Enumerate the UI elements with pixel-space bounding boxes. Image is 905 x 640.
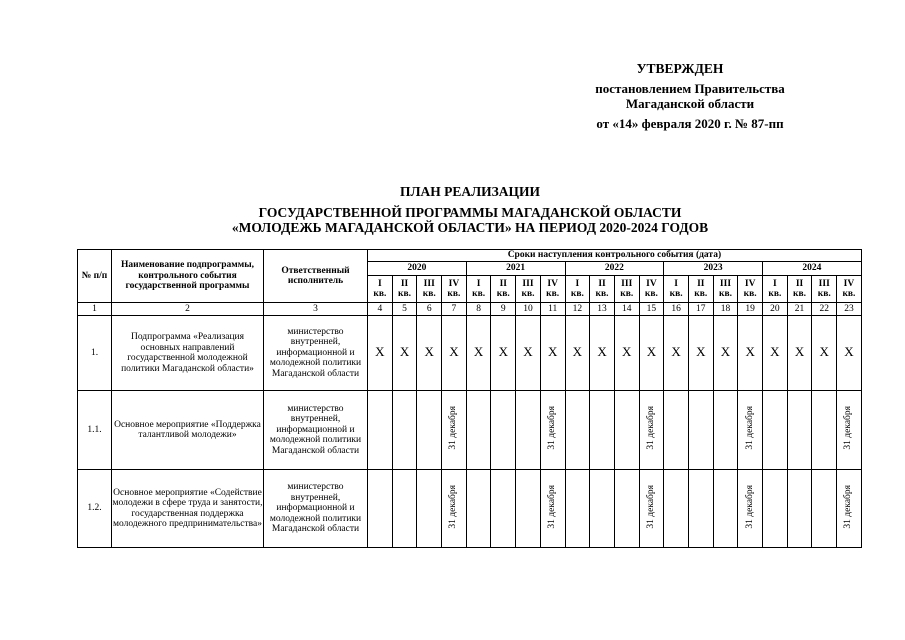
column-number: 12 — [565, 303, 590, 316]
quarter-header — [442, 276, 467, 303]
cross-mark: X — [844, 343, 854, 359]
quarter-header — [738, 276, 763, 303]
deadline-date: 31 декабря — [448, 484, 459, 529]
quarter-numeral: I — [377, 278, 382, 289]
deadline-cell — [392, 470, 417, 548]
quarter-suffix: кв. — [620, 289, 634, 299]
deadline-date: 31 декабря — [744, 484, 755, 529]
table-row — [78, 316, 862, 391]
deadline-cell — [664, 470, 689, 548]
deadline-cell — [763, 470, 788, 548]
deadline-cell — [442, 470, 467, 548]
quarter-numeral: I — [772, 278, 777, 289]
deadline-cell — [442, 316, 467, 391]
cross-mark: X — [597, 343, 607, 359]
column-number: 10 — [516, 303, 541, 316]
quarter-suffix: кв. — [842, 289, 856, 299]
year-header: 2020 — [368, 262, 467, 276]
quarter-numeral: II — [795, 278, 804, 289]
deadline-cell — [491, 470, 516, 548]
column-number: 19 — [738, 303, 763, 316]
cross-mark: X — [498, 343, 508, 359]
column-number: 13 — [590, 303, 615, 316]
year-header: 2022 — [565, 262, 664, 276]
quarter-header — [664, 276, 689, 303]
deadline-cell — [688, 391, 713, 470]
quarter-numeral: II — [400, 278, 409, 289]
column-number: 15 — [639, 303, 664, 316]
quarter-header — [837, 276, 862, 303]
column-number: 23 — [837, 303, 862, 316]
document-title-line-2: ГОСУДАРСТВЕННОЙ ПРОГРАММЫ МАГАДАНСКОЙ ОБЛАСТИ — [258, 205, 682, 220]
deadline-cell — [392, 316, 417, 391]
quarter-suffix: кв. — [793, 289, 807, 299]
quarter-header — [417, 276, 442, 303]
column-number: 11 — [540, 303, 565, 316]
table-row — [78, 470, 862, 548]
deadline-date: 31 декабря — [547, 406, 558, 451]
column-number: 16 — [664, 303, 689, 316]
quarter-numeral: IV — [843, 278, 855, 289]
column-number: 14 — [614, 303, 639, 316]
deadline-cell — [614, 391, 639, 470]
event-name: Основное мероприятие «Поддержка талантливой молодежи» — [112, 391, 264, 470]
column-number: 21 — [787, 303, 812, 316]
deadline-cell — [614, 470, 639, 548]
deadline-cell — [787, 391, 812, 470]
deadline-cell — [392, 391, 417, 470]
header-name: Наименование подпрограммы, контрольного события государственной программы — [112, 250, 264, 303]
event-name: Подпрограмма «Реализация основных направлений государственной молодежной политики Магаданской области» — [112, 316, 264, 391]
quarter-header — [590, 276, 615, 303]
deadline-cell — [565, 391, 590, 470]
column-number: 1 — [78, 303, 112, 316]
deadline-cell — [417, 316, 442, 391]
quarter-numeral: III — [818, 278, 830, 289]
approval-title: УТВЕРЖДЕН — [636, 61, 724, 76]
quarter-suffix: кв. — [743, 289, 757, 299]
quarter-numeral: I — [674, 278, 678, 289]
cross-mark: X — [745, 343, 755, 359]
quarter-header — [491, 276, 516, 303]
deadline-cell — [516, 316, 541, 391]
quarter-numeral: IV — [448, 278, 460, 289]
quarter-header — [787, 276, 812, 303]
column-number: 18 — [713, 303, 738, 316]
deadline-cell — [417, 391, 442, 470]
cross-mark: X — [794, 343, 805, 359]
cross-mark: X — [646, 343, 657, 359]
cross-mark: X — [770, 343, 780, 359]
responsible-executor: министерство внутренней, информационной и молодежной политики Магаданской области — [264, 316, 368, 391]
deadline-date: 31 декабря — [645, 406, 656, 451]
deadline-cell — [368, 470, 393, 548]
year-header: 2023 — [664, 262, 763, 276]
quarter-numeral: IV — [744, 278, 756, 289]
deadline-date: 31 декабря — [448, 406, 459, 451]
header-num: № п/п — [78, 250, 112, 303]
quarter-numeral: II — [598, 278, 606, 289]
header-deadlines: Сроки наступления контрольного события (дата) — [368, 250, 862, 262]
cross-mark: X — [696, 343, 706, 359]
deadline-cell — [491, 316, 516, 391]
deadline-cell — [516, 470, 541, 548]
column-number: 8 — [466, 303, 491, 316]
column-number: 5 — [392, 303, 417, 316]
deadline-cell — [466, 470, 491, 548]
column-number: 17 — [688, 303, 713, 316]
table-row — [78, 391, 862, 470]
deadline-cell — [639, 470, 664, 548]
quarter-suffix: кв. — [472, 289, 486, 299]
cross-mark: X — [473, 343, 484, 359]
quarter-suffix: кв. — [373, 289, 387, 299]
quarter-suffix: кв. — [718, 289, 732, 299]
deadline-cell — [540, 391, 565, 470]
deadline-cell — [837, 391, 862, 470]
deadline-cell — [466, 391, 491, 470]
quarter-suffix: кв. — [521, 289, 535, 299]
quarter-suffix: кв. — [768, 289, 782, 299]
quarter-header — [688, 276, 713, 303]
responsible-executor: министерство внутренней, информационной и молодежной политики Магаданской области — [264, 391, 368, 470]
quarter-suffix: кв. — [422, 289, 436, 299]
deadline-cell — [516, 391, 541, 470]
document-title-line-1: ПЛАН РЕАЛИЗАЦИИ — [399, 184, 541, 199]
quarter-suffix: кв. — [669, 289, 683, 299]
column-number: 7 — [442, 303, 467, 316]
quarter-suffix: кв. — [595, 289, 609, 299]
quarter-suffix: кв. — [644, 289, 658, 299]
cross-mark: X — [819, 343, 829, 359]
deadline-cell — [688, 316, 713, 391]
deadline-cell — [664, 391, 689, 470]
deadline-date: 31 декабря — [744, 406, 755, 451]
quarter-header — [516, 276, 541, 303]
deadline-cell — [738, 470, 763, 548]
quarter-numeral: III — [621, 278, 633, 289]
cross-mark: X — [523, 343, 533, 359]
approval-date-line: от «14» февраля 2020 г. № 87-пп — [596, 116, 784, 131]
deadline-cell — [614, 316, 639, 391]
cross-mark: X — [572, 343, 583, 359]
row-number: 1.1. — [78, 391, 112, 470]
quarter-suffix: кв. — [570, 289, 584, 299]
event-name: Основное мероприятие «Содействие молодежи в сфере труда и занятости, государственная поддержка молодежного предпринимательства» — [112, 470, 264, 548]
column-number: 6 — [417, 303, 442, 316]
header-executor: Ответственный исполнитель — [264, 250, 368, 303]
deadline-cell — [368, 391, 393, 470]
deadline-cell — [688, 470, 713, 548]
cross-mark: X — [424, 343, 434, 359]
cross-mark: X — [671, 343, 681, 359]
deadline-cell — [738, 316, 763, 391]
quarter-numeral: IV — [547, 278, 558, 289]
column-number: 3 — [264, 303, 368, 316]
cross-mark: X — [375, 343, 385, 359]
quarter-header — [763, 276, 788, 303]
year-header: 2021 — [466, 262, 565, 276]
quarter-header — [614, 276, 639, 303]
quarter-numeral: I — [575, 278, 580, 289]
quarter-header — [368, 276, 393, 303]
quarter-suffix: кв. — [447, 289, 461, 299]
quarter-header — [639, 276, 664, 303]
deadline-cell — [590, 470, 615, 548]
cross-mark: X — [720, 343, 731, 359]
column-number: 9 — [491, 303, 516, 316]
deadline-cell — [590, 391, 615, 470]
cross-mark: X — [622, 343, 632, 359]
deadline-cell — [812, 316, 837, 391]
deadline-cell — [763, 316, 788, 391]
deadline-cell — [812, 391, 837, 470]
quarter-suffix: кв. — [398, 289, 412, 299]
cross-mark: X — [449, 343, 459, 359]
document-title-line-3: «МОЛОДЕЖЬ МАГАДАНСКОЙ ОБЛАСТИ» НА ПЕРИОД 2020-2024 ГОДОВ — [231, 220, 709, 235]
deadline-cell — [442, 391, 467, 470]
deadline-cell — [639, 391, 664, 470]
deadline-cell — [812, 470, 837, 548]
row-number: 1.2. — [78, 470, 112, 548]
quarter-suffix: кв. — [817, 289, 831, 299]
year-header: 2024 — [763, 262, 862, 276]
deadline-cell — [590, 316, 615, 391]
quarter-numeral: II — [499, 278, 507, 289]
deadline-cell — [639, 316, 664, 391]
quarter-suffix: кв. — [496, 289, 510, 299]
deadline-date: 31 декабря — [547, 484, 558, 529]
quarter-suffix: кв. — [546, 289, 560, 299]
deadline-cell — [664, 316, 689, 391]
quarter-numeral: II — [697, 278, 705, 289]
cross-mark: X — [547, 343, 558, 359]
deadline-cell — [837, 316, 862, 391]
deadline-cell — [713, 316, 738, 391]
deadline-cell — [565, 470, 590, 548]
deadline-cell — [565, 316, 590, 391]
cross-mark: X — [399, 343, 410, 359]
column-number: 22 — [812, 303, 837, 316]
deadline-cell — [787, 470, 812, 548]
deadline-cell — [540, 316, 565, 391]
deadline-cell — [491, 391, 516, 470]
column-number: 2 — [112, 303, 264, 316]
deadline-cell — [738, 391, 763, 470]
quarter-header — [466, 276, 491, 303]
responsible-executor: министерство внутренней, информационной и молодежной политики Магаданской области — [264, 470, 368, 548]
approval-decree-line: постановлением Правительства — [595, 81, 785, 96]
quarter-numeral: I — [476, 278, 481, 289]
deadline-date: 31 декабря — [645, 484, 656, 529]
deadline-cell — [540, 470, 565, 548]
deadline-cell — [713, 470, 738, 548]
quarter-numeral: III — [522, 278, 534, 289]
quarter-numeral: III — [719, 278, 732, 289]
quarter-header — [540, 276, 565, 303]
implementation-plan-table — [77, 249, 862, 548]
quarter-numeral: IV — [646, 278, 657, 289]
quarter-header — [713, 276, 738, 303]
deadline-cell — [713, 391, 738, 470]
quarter-header — [812, 276, 837, 303]
deadline-cell — [417, 470, 442, 548]
deadline-cell — [837, 470, 862, 548]
column-number: 20 — [763, 303, 788, 316]
deadline-date: 31 декабря — [843, 406, 854, 451]
quarter-header — [565, 276, 590, 303]
row-number: 1. — [78, 316, 112, 391]
quarter-suffix: кв. — [694, 289, 708, 299]
deadline-cell — [787, 316, 812, 391]
deadline-date: 31 декабря — [843, 484, 854, 529]
deadline-cell — [763, 391, 788, 470]
quarter-header — [392, 276, 417, 303]
deadline-cell — [368, 316, 393, 391]
column-number: 4 — [368, 303, 393, 316]
approval-region-line: Магаданской области — [625, 96, 755, 111]
deadline-cell — [466, 316, 491, 391]
quarter-numeral: III — [423, 278, 435, 289]
